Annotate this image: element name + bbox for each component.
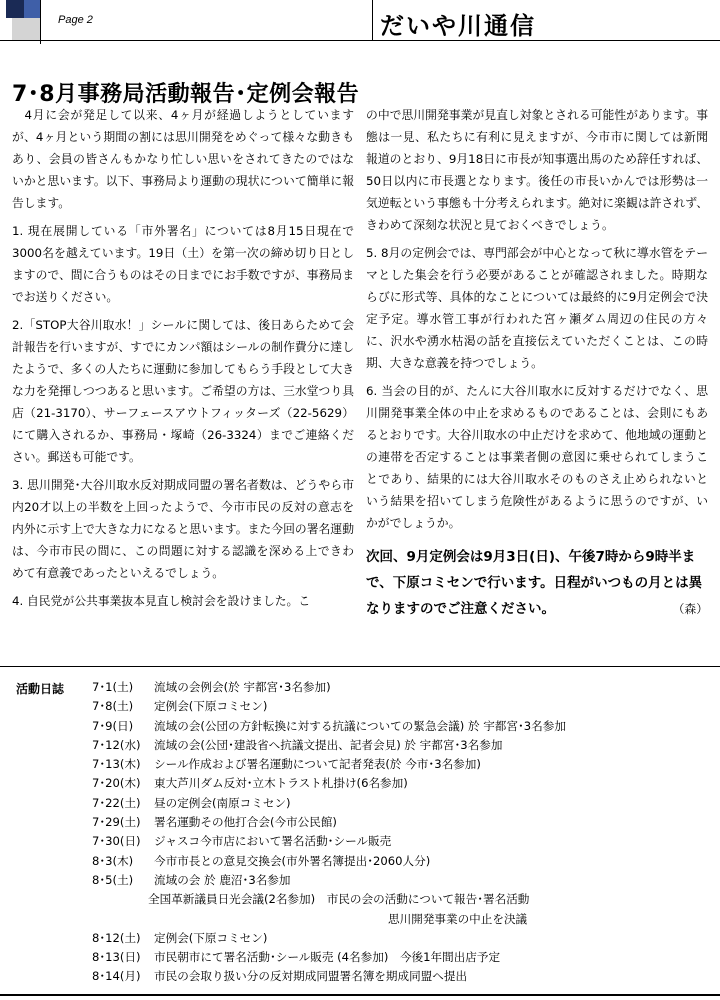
activity-text: 定例会(下原コミセン) <box>154 699 268 714</box>
activity-entry <box>92 852 712 871</box>
report-item-5: 5. 8月の定例会では、専門部会が中心となって秋に導水管をテーマとした集会を行う必要があることが確認されました。時期ならびに形式等、具体的なことについては最終的に9月定例会で決定予定。導水管工事が行われた宮ヶ瀬ダム周辺の住民の方々に、沢水や湧水枯渇の話を直接伝えていただくことは、この時期、大きな意義を持つでしょう。 <box>366 246 708 370</box>
activity-text: シール作成および署名運動について記者発表(於 今市･3名参加) <box>154 757 481 772</box>
activity-continuation: 全国革新議員日光会議(2名参加) 市民の会の活動について報告･署名活動 <box>148 892 530 907</box>
activity-date: 7･13(木) <box>92 757 141 772</box>
activity-text: 流域の会(公団･建設省へ抗議文提出、記者会見) 於 宇都宮･3名参加 <box>154 737 503 752</box>
activity-log-label: 活動日誌 <box>16 682 65 696</box>
activity-entry <box>92 717 712 736</box>
activity-date: 7･20(木) <box>92 776 141 791</box>
report-item-1: 1. 現在展開している「市外署名」については8月15日現在で3000名を越えています。19日（土）を第一次の締め切り日としますので、間に合うものはその日までにお手数ですが、事務局までお送りください。 <box>12 224 354 304</box>
header-square-blue <box>24 0 40 18</box>
activity-date: 8･14(月) <box>92 969 141 984</box>
activity-date: 7･22(土) <box>92 795 141 810</box>
activity-entry <box>92 678 712 697</box>
activity-continuation: 思川開発事業の中止を決議 <box>388 911 528 926</box>
report-item-2: 2.「STOP大谷川取水！」シールに関しては、後日あらためて会計報告を行いますが、すでにカンパ額はシールの制作費分に達したようで、多くの人たちに運動に参加してもらう手段として大きな力を発揮しつつあると思います。ご希望の方は、三水堂つり具店（21-3170）、サーフェースアウトフィッターズ（22-5629）にて購入されるか、事務局・塚崎（26-3324）までご連絡ください。郵送も可能です。 <box>12 318 354 464</box>
intro-paragraph: 4月に会が発足して以来、4ヶ月が経過しようとしていますが、4ヶ月という期間の割には思川開発をめぐって様々な動きもあり、会員の皆さんもかなり忙しい思いをされてきたのではないかと思います。以下、事務局より運動の現状について簡単に報告します。 <box>12 108 354 210</box>
report-item-3: 3. 思川開発･大谷川取水反対期成同盟の署名者数は、どうやら市内20才以上の半数を上回ったようで、今市市民の反対の意志を内外に示す上で大きな力になると思います。また今回の署名運動は、今市市民の間に、この問題に対する認識を深める上できわめて有意義であったといえるでしょう。 <box>12 478 354 580</box>
activity-entry <box>92 774 712 793</box>
author-signature: （森） <box>672 602 708 616</box>
activity-text: 署名運動その他打合会(今市公民館) <box>154 815 337 830</box>
header-vertical-rule <box>40 0 41 44</box>
activity-date: 7･1(土) <box>92 680 134 694</box>
activity-entry <box>92 697 712 716</box>
section-divider <box>0 666 720 667</box>
header-horizontal-rule <box>0 40 720 41</box>
activity-text: 今市市長との意見交換会(市外署名簿提出･2060人分) <box>154 853 431 868</box>
activity-text: 東大芦川ダム反対･立木トラスト札掛け(6名参加) <box>154 776 408 791</box>
page-bottom-rule <box>0 994 720 996</box>
header-logo-divider <box>372 0 373 40</box>
report-item-4: 4. 自民党が公共事業抜本見直し検討会を設けました。こ <box>12 594 311 608</box>
activity-date: 7･30(日) <box>92 834 141 849</box>
report-item-4-continued: の中で思川開発事業が見直し対象とされる可能性があります。事態は一見、私たちに有利に見えますが、今市市に関しては新聞報道のとおり、9月18日に市長が知事選出馬のため辞任すれば、50日以内に市長選となります。後任の市長いかんでは形勢は一気逆転という事態も十分考えられます。絶対に楽観は許されず、きわめて深刻な状況と見ておくべきでしょう。 <box>366 108 708 232</box>
activity-entry <box>92 813 712 832</box>
right-column <box>366 104 708 622</box>
activity-entry <box>92 755 712 774</box>
activity-date: 7･12(水) <box>92 737 141 752</box>
activity-text: 流域の会(公団の方針転換に対する抗議についての緊急会議) 於 宇都宮･3名参加 <box>154 718 566 733</box>
activity-date: 8･12(土) <box>92 930 141 945</box>
activity-text: 流域の会 於 鹿沼･3名参加 <box>154 872 291 887</box>
activity-entry <box>92 736 712 755</box>
activity-entry <box>92 948 712 967</box>
article-title: 7･8月事務局活動報告･定例会報告 <box>12 81 360 107</box>
activity-entry <box>92 871 712 890</box>
activity-text: 市民の会取り扱い分の反対期成同盟署名簿を期成同盟へ提出 <box>154 969 468 984</box>
activity-text: ジャスコ今市店において署名活動･シール販売 <box>154 834 392 849</box>
activity-text: 流域の会例会(於 宇都宮･3名参加) <box>154 680 331 694</box>
activity-date: 7･8(土) <box>92 699 134 714</box>
header-square-light <box>12 18 40 40</box>
activity-log <box>92 678 712 987</box>
activity-entry <box>92 929 712 948</box>
activity-date: 8･13(日) <box>92 950 141 965</box>
left-column <box>12 104 354 618</box>
meeting-notice-text: 次回、9月定例会は9月3日(日)、午後7時から9時半まで、下原コミセンで行います。日程がいつもの月とは異なりますのでご注意ください。 <box>366 549 703 617</box>
activity-text: 市民朝市にて署名活動･シール販売 (4名参加) 今後1年間出店予定 <box>154 950 501 965</box>
activity-date: 8･5(土) <box>92 872 134 887</box>
page-number: Page 2 <box>58 14 93 26</box>
header-square-dark <box>6 0 24 18</box>
report-item-6: 6. 当会の目的が、たんに大谷川取水に反対するだけでなく、思川開発事業全体の中止を求めるものであることは、会則にもあるとおりです。大谷川取水の中止だけを求めて、他地域の運動との連帯を否定することは事業者側の意図に乗せられてしまうことであり、結果的には大谷川取水そのものさえ止められないという結果を招いてしまう危険性があるように思うのですが、いかがでしょうか。 <box>366 384 708 530</box>
page-header <box>0 0 720 44</box>
activity-entry <box>92 832 712 851</box>
meeting-notice <box>366 544 708 622</box>
activity-entry <box>92 967 712 986</box>
activity-date: 7･9(日) <box>92 718 134 733</box>
activity-entry <box>92 794 712 813</box>
activity-text: 昼の定例会(南原コミセン) <box>154 795 291 810</box>
activity-date: 8･3(木) <box>92 853 134 868</box>
activity-text: 定例会(下原コミセン) <box>154 930 268 945</box>
newsletter-logo: だいや川通信 <box>380 11 536 40</box>
activity-date: 7･29(土) <box>92 815 141 830</box>
